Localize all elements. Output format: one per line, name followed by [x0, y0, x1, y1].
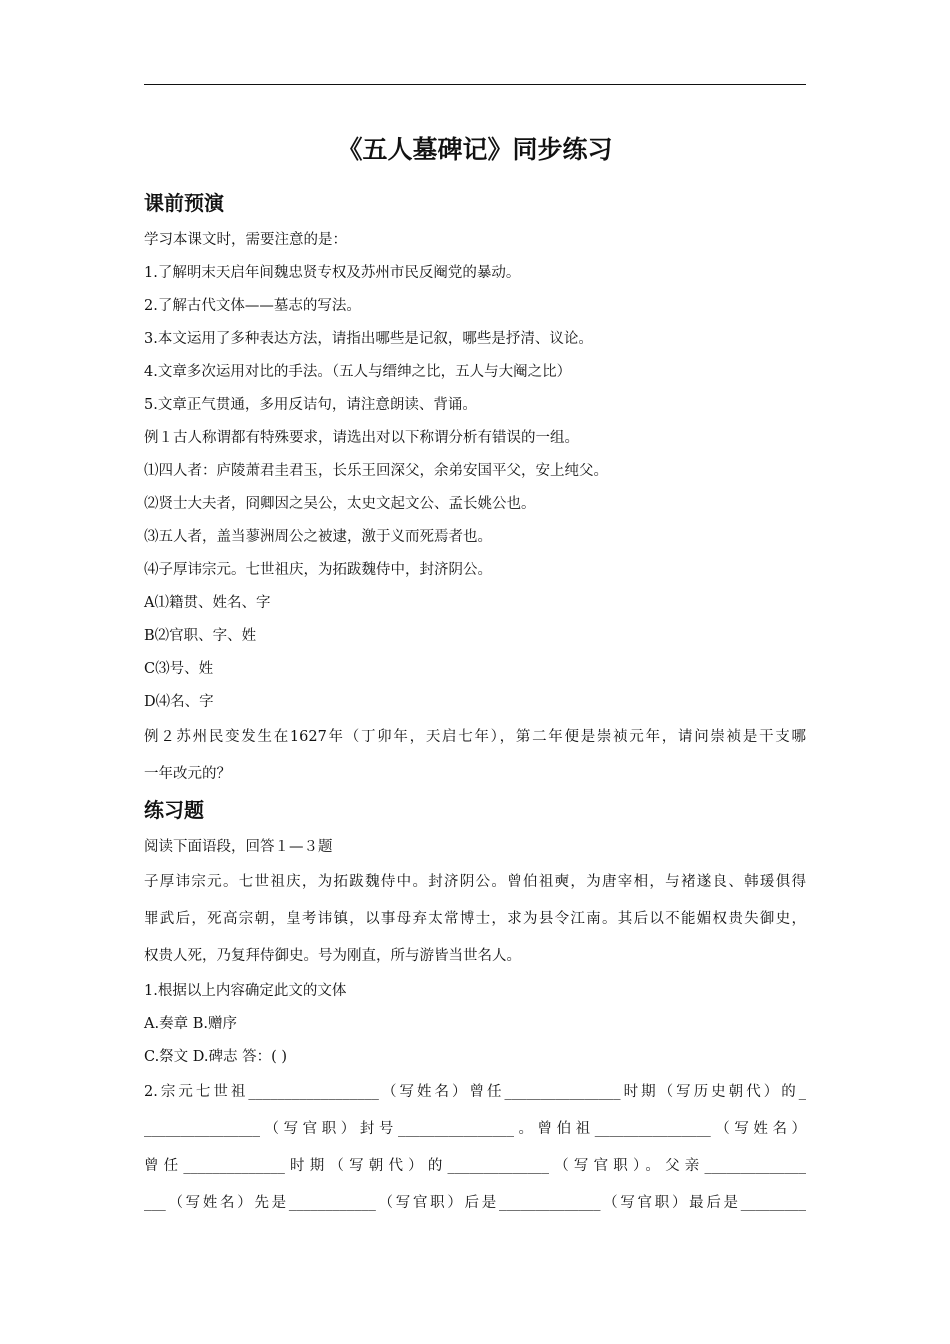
text-line: 例２苏州民变发生在1627年（丁卯年，天启七年），第二年便是崇祯元年，请问崇祯是干支哪: [144, 729, 806, 745]
text-line: 5.文章正气贯通，多用反诘句，请注意朗读、背诵。: [144, 397, 477, 413]
text-line: ⑷子厚讳宗元。七世祖庆，为拓跋魏侍中，封济阴公。: [144, 562, 492, 578]
question-line: 1.根据以上内容确定此文的文体: [144, 983, 347, 999]
document-body: [144, 130, 806, 1222]
fill-blank-line: 曾任______________时期（写朝代）的______________（写官职）。父亲______________: [144, 1158, 806, 1174]
text-line: ⑵贤士大夫者，冏卿因之吴公，太史文起文公、孟长姚公也。: [144, 496, 536, 512]
fill-blank-line: ________________（写官职）封号________________。曾伯祖________________（写姓名）: [144, 1121, 806, 1137]
text-line: 阅读下面语段，回答１—３题: [144, 839, 333, 855]
text-line: 例１古人称谓都有特殊要求，请选出对以下称谓分析有错误的一组。: [144, 430, 579, 446]
passage-line: 权贵人死，乃复拜侍御史。号为刚直，所与游皆当世名人。: [144, 948, 521, 964]
text-line: ⑶五人者，盖当蓼洲周公之被逮，激于义而死焉者也。: [144, 529, 492, 545]
text-line: 4.文章多次运用对比的手法。（五人与缙绅之比，五人与大阉之比）: [144, 364, 572, 380]
text-line: 2.了解古代文体——墓志的写法。: [144, 298, 361, 314]
header-rule: [144, 84, 806, 85]
option-line: A.奏章 B.赠序: [144, 1016, 237, 1032]
option-line: C.祭文 D.碑志 答：( ): [144, 1049, 288, 1065]
text-line: 一年改元的？: [144, 766, 231, 782]
passage-line: 子厚讳宗元。七世祖庆，为拓跋魏侍中。封济阴公。曾伯祖奭，为唐宰相，与褚遂良、韩瑗俱得: [144, 874, 806, 890]
section-heading-exercises: 练习题: [144, 798, 204, 822]
text-line: 学习本课文时，需要注意的是：: [144, 232, 347, 248]
text-line: 3.本文运用了多种表达方法，请指出哪些是记叙，哪些是抒清、议论。: [144, 331, 593, 347]
section-exercises-content: [144, 831, 806, 1222]
document-title: 《五人墓碑记》同步练习: [337, 135, 613, 164]
text-line: ⑴四人者：庐陵萧君圭君玉，长乐王回深父，余弟安国平父，安上纯父。: [144, 463, 608, 479]
fill-blank-line: 2.宗元七世祖__________________（写姓名）曾任________________时期（写历史朝代）的_: [144, 1084, 806, 1100]
option-line: B⑵官职、字、姓: [144, 628, 257, 644]
section-heading-preview: 课前预演: [144, 191, 224, 215]
option-line: C⑶号、姓: [144, 661, 214, 677]
option-line: D⑷名、字: [144, 694, 214, 710]
fill-blank-line: ___（写姓名）先是____________（写官职）后是______________（写官职）最后是_________: [144, 1195, 806, 1211]
section-preview-content: [144, 224, 806, 793]
option-line: A⑴籍贯、姓名、字: [144, 595, 271, 611]
passage-line: 罪武后，死高宗朝，皇考讳镇，以事母弃太常博士，求为县令江南。其后以不能媚权贵失御史，: [144, 911, 806, 927]
text-line: 1.了解明末天启年间魏忠贤专权及苏州市民反阉党的暴动。: [144, 265, 521, 281]
